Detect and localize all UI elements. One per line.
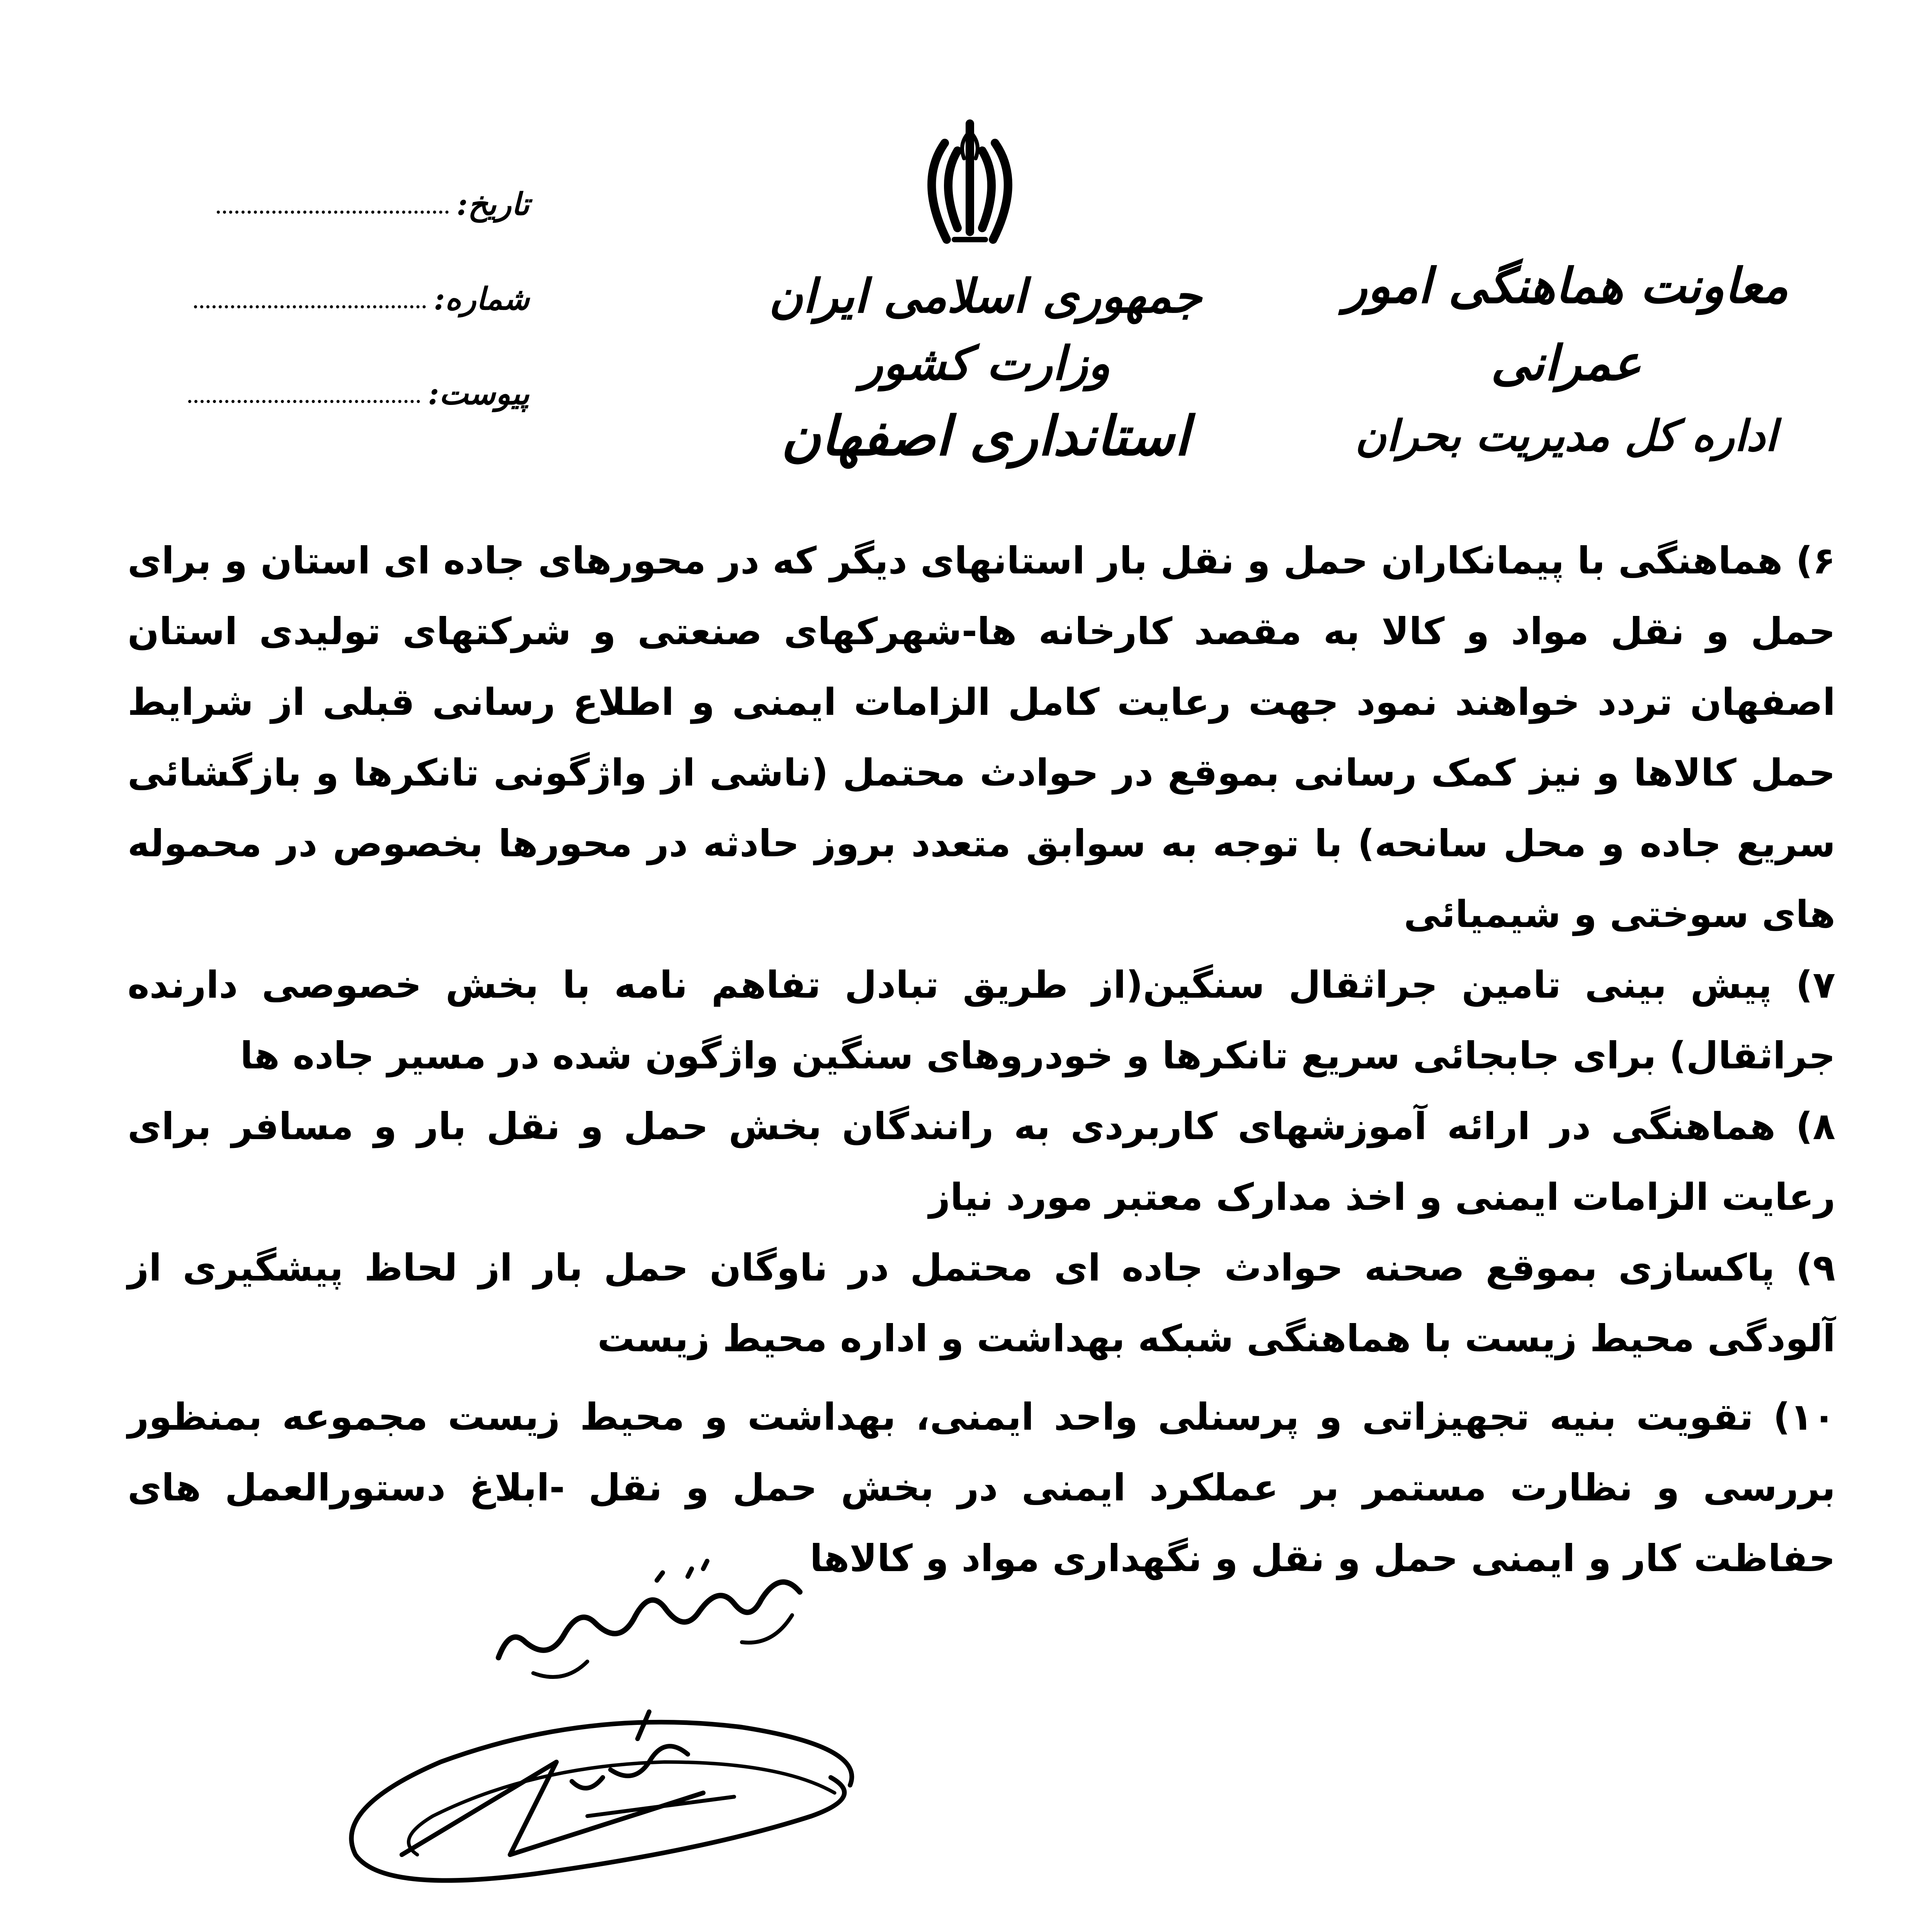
body-item: ۱۰) تقویت بنیه تجهیزاتی و پرسنلی واحد ایمنی، بهداشت و محیط زیست مجموعه بمنظور بررسی و نظارت مستمر بر عملکرد ایمنی در بخش حمل و نقل -ابلاغ دستورالعمل های حفاظت کار و ایمنی حمل و نقل و نگهداری مواد و کالاها: [128, 1395, 1835, 1580]
iran-emblem-icon: [912, 116, 1028, 255]
attachment-blank: [188, 396, 420, 403]
handwritten-signature: [317, 1546, 896, 1932]
ministry-name: وزارت کشور: [860, 336, 1111, 391]
deputy-name: معاونت هماهنگی امور عمرانی: [1344, 258, 1789, 391]
attachment-row: [182, 317, 529, 412]
body-item: ۶) هماهنگی با پیمانکاران حمل و نقل بار استانهای دیگر که در محورهای جاده ای استان و برای حمل و نقل مواد و کالا به مقصد کارخانه ها-شهرکهای صنعتی و شرکتهای تولیدی استان اصفهان تردد خواهند نمود جهت رعایت کامل الزامات ایمنی و اطلاع رسانی قبلی از شرایط حمل کالاها و نیز کمک رسانی بموقع در حوادث محتمل (ناشی از واژگونی تانکرها و بازگشائی سریع جاده و محل سانحه) با توجه به سوابق متعدد بروز حادثه در محورها بخصوص در محموله های سوختی و شیمیائی: [128, 539, 1835, 936]
department-name: اداره کل مدیریت بحران: [1355, 411, 1777, 461]
letter-body: [128, 526, 1835, 1594]
date-row: [182, 128, 529, 222]
body-item: ۷) پیش بینی تامین جراثقال سنگین(از طریق تبادل تفاهم نامه با بخش خصوصی دارنده جراثقال) برای جابجائی سریع تانکرها و خودروهای سنگین واژگون شده در مسیر جاده ها: [128, 963, 1835, 1077]
body-item: ۸) هماهنگی در ارائه آموزشهای کاربردی به رانندگان بخش حمل و نقل بار و مسافر برای رعایت الزامات ایمنی و اخذ مدارک معتبر مورد نیاز: [128, 1105, 1835, 1219]
body-item: ۹) پاکسازی بموقع صحنه حوادث جاده ای محتمل در ناوگان حمل بار از لحاظ پیشگیری از آلودگی محیط زیست با هماهنگی شبکه بهداشت و اداره محیط زیست: [128, 1246, 1835, 1360]
governorate-name: استانداری اصفهان: [781, 405, 1190, 468]
letterhead-right: [1315, 247, 1817, 470]
country-name: جمهوری اسلامی ایران: [769, 269, 1202, 323]
letter-meta: [182, 128, 529, 412]
attachment-label: پیوست:: [428, 375, 529, 412]
number-blank: [194, 301, 426, 308]
number-label: شماره:: [434, 281, 529, 317]
letterhead-center: [734, 263, 1236, 476]
date-label: تاریخ:: [456, 186, 529, 222]
number-row: [182, 222, 529, 317]
date-blank: [217, 207, 449, 214]
